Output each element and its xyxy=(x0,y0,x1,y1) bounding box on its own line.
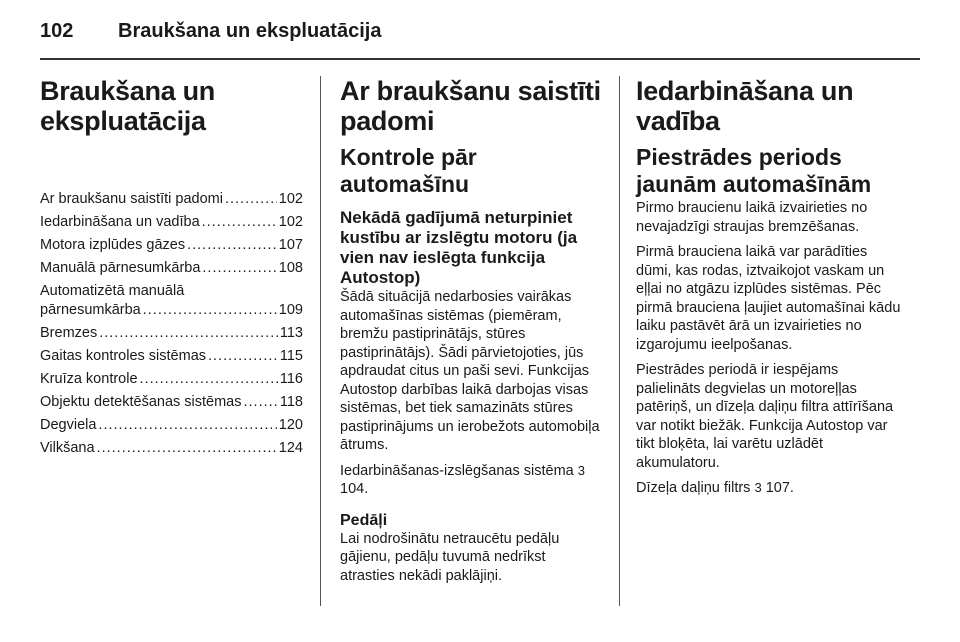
starting-column xyxy=(636,76,906,498)
toc-entry-title: Gaitas kontroles sistēmas xyxy=(40,347,207,364)
toc-entry[interactable] xyxy=(40,213,303,232)
toc-leader-dots xyxy=(244,393,278,412)
toc-entry-title: Objektu detektēšanas sistēmas xyxy=(40,393,242,410)
toc-entry-page: 102 xyxy=(278,191,303,207)
toc-entry[interactable] xyxy=(40,370,303,389)
pedals-heading: Pedāļi xyxy=(340,511,388,529)
page-reference[interactable]: 107. xyxy=(765,480,794,496)
toc-leader-dots xyxy=(225,190,277,209)
paragraph-with-reference xyxy=(340,462,602,499)
driving-tips-column xyxy=(340,76,602,585)
toc-entry-page: 116 xyxy=(279,370,303,387)
toc-entry-page: 113 xyxy=(279,324,303,341)
page-number: 102 xyxy=(40,19,74,42)
toc-leader-dots xyxy=(143,301,277,320)
toc-entry[interactable] xyxy=(40,439,303,458)
section-title-line1: Iedarbināšana un xyxy=(636,76,854,106)
toc-leader-dots xyxy=(97,439,277,458)
toc-column xyxy=(40,76,303,462)
paragraph: Šādā situācijā nedarbosies vairākas automašīnas sistēmas (piemēram, bremžu pastiprinātājs, stūres pastiprinātājs). Šādi pārvietojoties, jūs apdraudat citus un paši sevi. Funkcijas Autostop darbības laikā darbojas visas sistēmas, bet tiek samazināts stūres pastiprinājums un ierobežots automobiļa ātrums. xyxy=(340,289,600,453)
toc-leader-dots xyxy=(187,236,277,255)
toc-entry[interactable] xyxy=(40,324,303,343)
paragraph: Lai nodrošinātu netraucētu pedāļu gājienu, pedāļu tuvumā nedrīkst atrasties nekādi paklājiņi. xyxy=(340,530,560,584)
toc-entry-title: Vilkšana xyxy=(40,439,95,456)
subsection-title: Kontrole pār automašīnu xyxy=(340,144,477,197)
page-reference[interactable]: 104. xyxy=(340,481,369,497)
toc-entry[interactable] xyxy=(40,190,303,209)
toc-leader-dots xyxy=(99,324,278,343)
paragraph-text: Dīzeļa daļiņu filtrs xyxy=(636,480,751,496)
toc-entry-title: Iedarbināšana un vadība xyxy=(40,214,200,230)
toc-entry-page: 124 xyxy=(278,439,303,456)
page-reference-arrow-icon: 3 xyxy=(577,462,586,478)
toc-entry-title: Manuālā pārnesumkārba xyxy=(40,260,201,276)
toc-entry-title: Degviela xyxy=(40,416,97,433)
toc-entry[interactable] xyxy=(40,416,303,435)
header-rule xyxy=(40,58,920,60)
running-section-title: Braukšana un ekspluatācija xyxy=(118,19,382,42)
toc-leader-dots xyxy=(208,347,278,366)
chapter-title xyxy=(40,76,270,136)
toc-entry-title: pārnesumkārba xyxy=(40,301,141,318)
toc-entry-page: 109 xyxy=(278,301,303,318)
toc-entry-title: Motora izplūdes gāzes xyxy=(40,237,186,253)
toc-leader-dots xyxy=(98,416,276,435)
paragraph-with-reference xyxy=(636,479,906,498)
section-title-line1: Ar braukšanu saistīti xyxy=(340,76,601,106)
section-title-line2: padomi xyxy=(340,106,435,136)
toc-entry-page: 115 xyxy=(279,347,303,364)
column-divider xyxy=(320,76,321,606)
toc-entry-page: 118 xyxy=(279,393,303,410)
page-header xyxy=(40,14,920,48)
toc-leader-dots xyxy=(140,370,278,389)
section-title xyxy=(636,76,906,136)
toc-entry[interactable] xyxy=(40,282,303,319)
toc-entry[interactable] xyxy=(40,259,303,278)
toc-entry-line2 xyxy=(40,301,303,320)
toc-entry[interactable] xyxy=(40,347,303,366)
toc-entry-title: Kruīza kontrole xyxy=(40,370,138,387)
toc-entry-title: Ar braukšanu saistīti padomi xyxy=(40,191,223,207)
paragraph: Piestrādes periodā ir iespējams palielināts degvielas un motoreļļas patēriņš, un dīzeļa daļiņu filtra attīrīšana var notikt biežāk. Funkcija Autostop var tikt bloķēta, lai varētu uzlādēt akumulatoru. xyxy=(636,362,894,471)
toc-entry-page: 107 xyxy=(278,237,303,253)
toc-entry[interactable] xyxy=(40,393,303,412)
toc-entry-page: 120 xyxy=(278,416,303,433)
paragraph-text: Iedarbināšanas-izslēgšanas sistēma xyxy=(340,462,574,479)
toc-leader-dots xyxy=(202,213,277,232)
table-of-contents xyxy=(40,190,303,457)
warning-heading: Nekādā gadījumā neturpiniet kustību ar izslēgtu motoru (ja vien nav ieslēgta funkcija Autostop) xyxy=(340,208,578,287)
toc-leader-dots xyxy=(202,259,276,278)
page-reference-arrow-icon: 3 xyxy=(754,480,762,495)
chapter-title-text: Braukšana un ekspluatācija xyxy=(40,76,215,136)
section-title xyxy=(340,76,602,136)
subsection-title: Piestrādes periods jaunām automašīnām xyxy=(636,144,872,197)
toc-entry-title: Bremzes xyxy=(40,324,98,341)
toc-entry-page: 102 xyxy=(278,214,303,230)
column-divider xyxy=(619,76,620,606)
section-title-line2: vadība xyxy=(636,106,720,136)
toc-entry-title-line1: Automatizētā manuālā xyxy=(40,283,185,299)
paragraph: Pirmā brauciena laikā var parādīties dūmi, kas rodas, iztvaikojot vaskam un eļļai no atgāzu izplūdes sistēmas. Pēc pirmā brauciena ļaujiet automašīnai kādu laiku pastāvēt ārā un izvairieties no izgarojumu ieelpošanas. xyxy=(636,244,901,353)
paragraph: Pirmo braucienu laikā izvairieties no nevajadzīgi straujas bremzēšanas. xyxy=(636,200,868,235)
toc-entry[interactable] xyxy=(40,236,303,255)
toc-entry-page: 108 xyxy=(278,260,303,276)
